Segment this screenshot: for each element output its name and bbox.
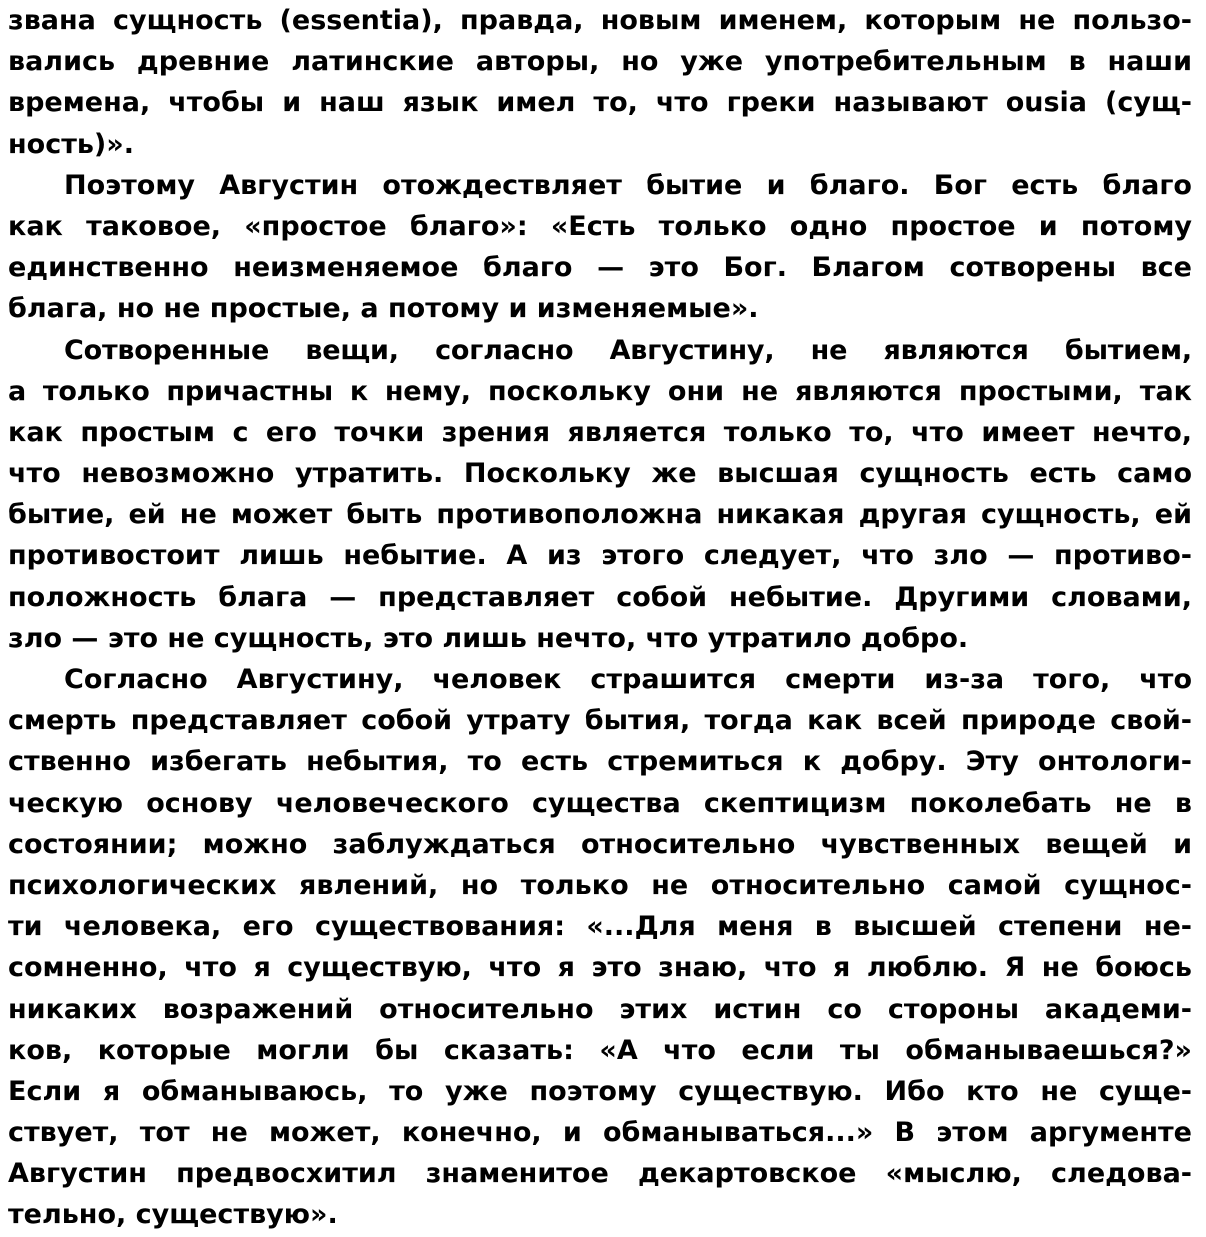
text-segment: как таковое, «простое благо»: «Есть только одно простое и потому <box>8 210 1192 242</box>
text-line <box>8 1112 1192 1153</box>
text-line <box>8 535 1192 576</box>
text-segment: ствует, тот не может, конечно, и обманываться...» В этом аргументе <box>8 1117 1192 1149</box>
emphasized-text: а только причастны к нему <box>8 375 461 407</box>
text-segment: как простым с его точки зрения является только то, что имеет нечто, <box>8 416 1192 448</box>
text-line <box>8 824 1192 865</box>
text-segment: состоянии; можно заблуждаться относительно чувственных вещей и <box>8 828 1192 860</box>
text-segment: бытие, ей не может быть противоположна никакая другая сущность, ей <box>8 499 1192 531</box>
text-line <box>8 247 1192 288</box>
text-line <box>8 0 1192 41</box>
text-segment: тельно, существую». <box>8 1199 338 1231</box>
paragraph <box>8 165 1192 330</box>
text-segment: положность блага — представляет собой небытие. Другими словами, <box>8 581 1192 613</box>
text-segment: Согласно Августину, человек страшится смерти из-за того, что <box>64 664 1192 695</box>
text-segment: , поскольку они не являются простыми, так <box>460 375 1192 407</box>
text-segment: противостоит лишь небытие. А из этого следует, что зло — противо- <box>8 540 1192 572</box>
text-line <box>8 700 1192 741</box>
text-segment: ков, которые могли бы сказать: «А что если ты обманываешься?» <box>8 1034 1192 1066</box>
text-line <box>8 577 1192 618</box>
paragraph <box>8 659 1192 1236</box>
document-page <box>8 0 1192 1236</box>
text-segment: никаких возражений относительно этих истин со стороны академи- <box>8 993 1192 1025</box>
text-line <box>8 494 1192 535</box>
text-segment: смерть представляет собой утрату бытия, тогда как всей природе свой- <box>8 705 1192 737</box>
text-segment: зло — это не сущность, это лишь нечто, что утратило добро. <box>8 622 969 654</box>
text-segment: Августин предвосхитил знаменитое декартовское «мыслю, следова- <box>8 1158 1192 1190</box>
text-line <box>8 330 1192 371</box>
text-segment: ственно избегать небытия, то есть стремиться к добру. Эту онтологи- <box>8 746 1192 778</box>
text-line <box>8 1194 1192 1235</box>
text-line <box>8 865 1192 906</box>
paragraph <box>8 0 1192 165</box>
text-line <box>8 906 1192 947</box>
text-segment: вались древние латинские авторы, но уже употребительным в наши <box>8 46 1192 78</box>
text-line <box>8 288 1192 329</box>
text-line <box>8 618 1192 659</box>
text-line <box>8 165 1192 206</box>
text-segment: Поэтому Августин отождествляет бытие и благо. Бог есть благо <box>64 169 1192 201</box>
text-segment: ти человека, его существования: «...Для меня в высшей степени не- <box>8 911 1192 943</box>
text-line <box>8 783 1192 824</box>
text-line <box>8 1030 1192 1071</box>
text-line <box>8 989 1192 1030</box>
text-segment: единственно неизменяемое благо — это Бог. Благом сотворены все <box>8 252 1192 284</box>
text-segment: звана сущность (essentia), правда, новым именем, которым не пользо- <box>8 5 1192 36</box>
text-line <box>8 947 1192 988</box>
text-segment: сомненно, что я существую, что я это знаю, что я люблю. Я не боюсь <box>8 952 1192 984</box>
text-line <box>8 412 1192 453</box>
text-line <box>8 1153 1192 1194</box>
text-line <box>8 1071 1192 1112</box>
text-segment: времена, чтобы и наш язык имел то, что греки называют ousia (сущ- <box>8 87 1192 119</box>
text-line <box>8 453 1192 494</box>
text-line <box>8 371 1192 412</box>
text-line <box>8 82 1192 123</box>
text-segment: что невозможно утратить. Поскольку же высшая сущность есть само <box>8 458 1192 490</box>
text-segment: блага, но не простые, а потому и изменяемые». <box>8 293 759 325</box>
text-segment: Если я обманываюсь, то уже поэтому существую. Ибо кто не суще- <box>8 1075 1192 1107</box>
text-line <box>8 659 1192 700</box>
text-segment: ность)». <box>8 128 134 160</box>
text-line <box>8 741 1192 782</box>
text-segment: ческую основу человеческого существа скептицизм поколебать не в <box>8 787 1192 819</box>
paragraph <box>8 330 1192 660</box>
text-line <box>8 41 1192 82</box>
emphasized-text: Сотворенные вещи, согласно Августину, не являются бытием, <box>64 334 1192 366</box>
text-line <box>8 206 1192 247</box>
text-line <box>8 124 1192 165</box>
text-segment: психологических явлений, но только не относительно самой сущнос- <box>8 869 1192 901</box>
